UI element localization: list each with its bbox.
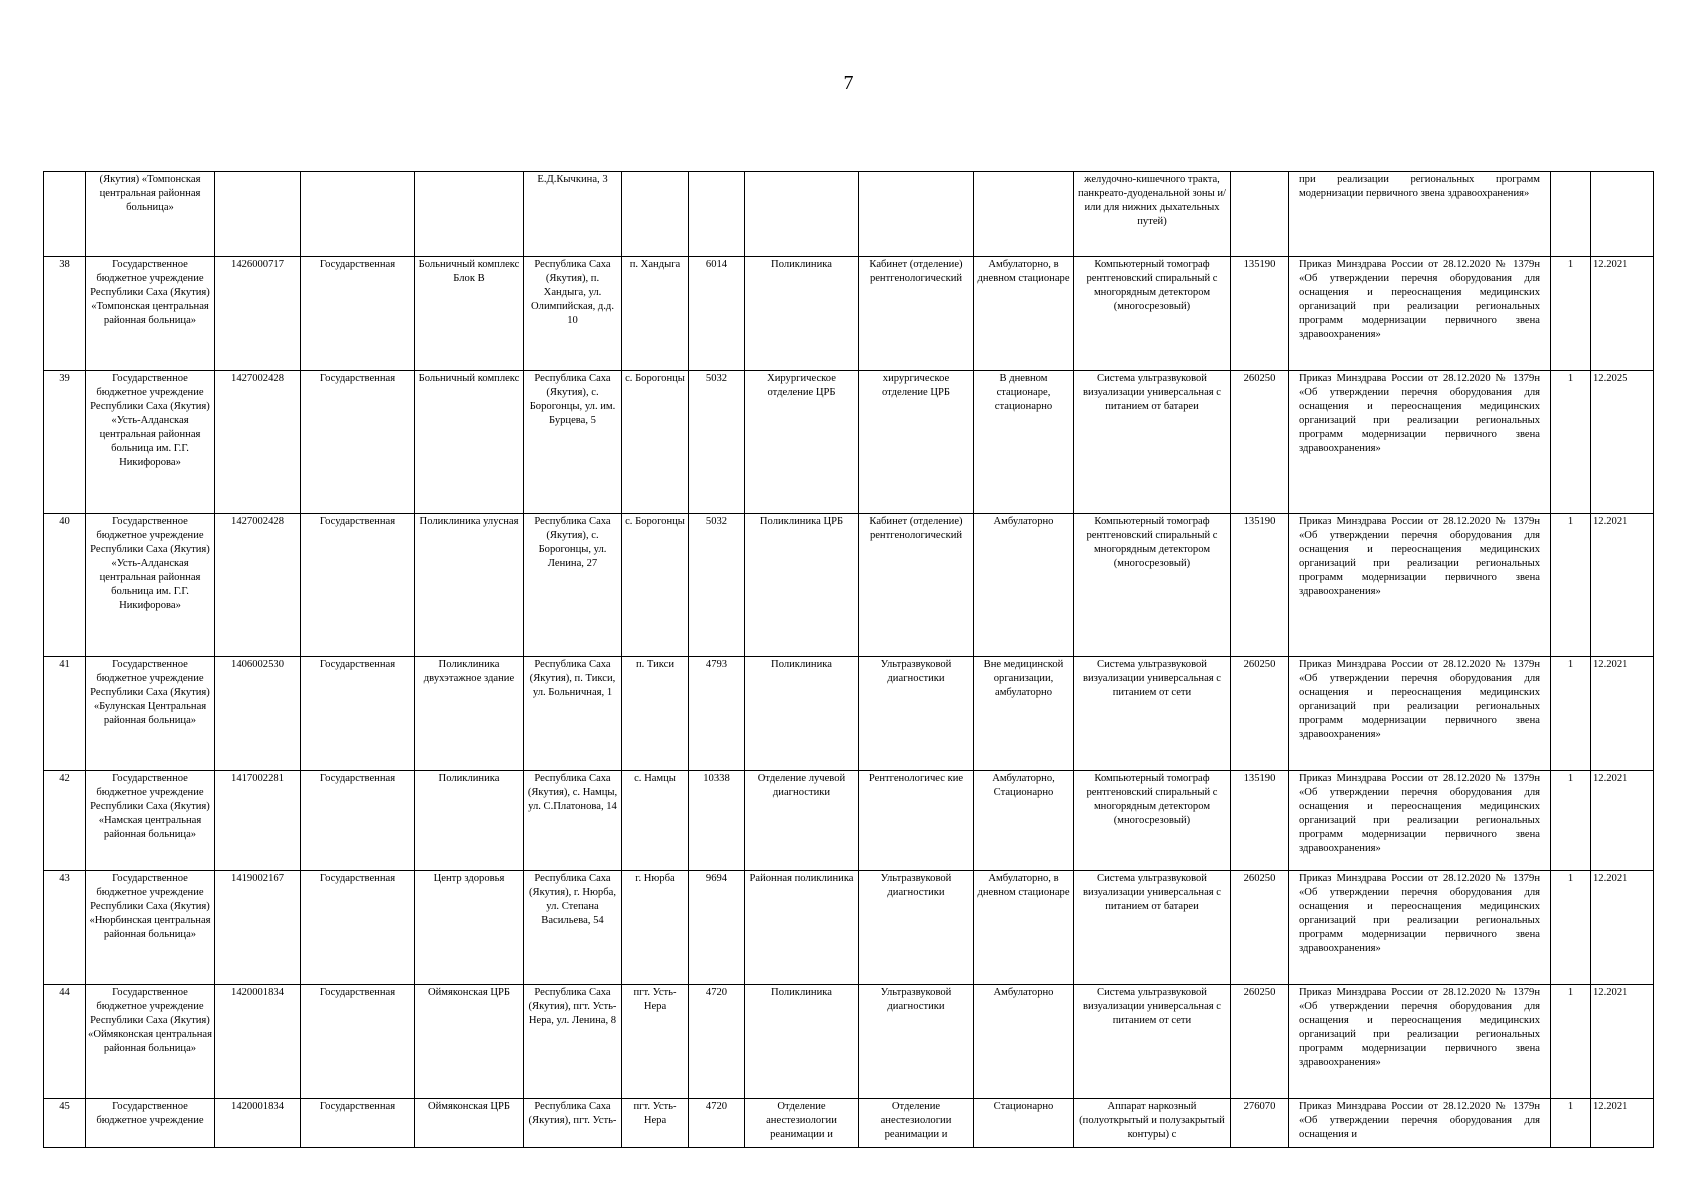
inn-cell: 1420001834	[215, 985, 301, 1099]
subdivision-cell: Кабинет (отделение) рентгенологический	[859, 514, 974, 657]
subdivision-cell: хирургическое отделение ЦРБ	[859, 371, 974, 514]
organization-cell: Государственное бюджетное учреждение Республики Саха (Якутия) «Булунская Центральная районная больница»	[86, 657, 215, 771]
equipment-code-cell: 260250	[1231, 871, 1289, 985]
table-row	[44, 871, 1654, 985]
quantity-cell: 1	[1551, 514, 1591, 657]
locality-cell: с. Борогонцы	[622, 514, 689, 657]
care-form-cell: Амбулаторно, в дневном стационаре	[974, 871, 1074, 985]
department-cell: Отделение лучевой диагностики	[745, 771, 859, 871]
ownership-cell: Государственная	[301, 985, 415, 1099]
inn-cell: 1427002428	[215, 371, 301, 514]
building-cell	[415, 172, 524, 257]
date-cell	[1591, 172, 1654, 257]
row-number-cell: 40	[44, 514, 86, 657]
legal-basis-cell: Приказ Минздрава России от 28.12.2020 № 1379н «Об утверждении перечня оборудования для оснащения и переоснащения медицинских организаций при реализации региональных программ модернизации первичного звена здравоохранения»	[1289, 771, 1551, 871]
table-row	[44, 371, 1654, 514]
subdivision-cell	[859, 172, 974, 257]
address-cell: Республика Саха (Якутия), п. Тикси, ул. Больничная, 1	[524, 657, 622, 771]
date-cell: 12.2021	[1591, 985, 1654, 1099]
row-number-cell: 42	[44, 771, 86, 871]
quantity-cell: 1	[1551, 871, 1591, 985]
building-cell: Центр здоровья	[415, 871, 524, 985]
ownership-cell: Государственная	[301, 1099, 415, 1148]
inn-cell: 1420001834	[215, 1099, 301, 1148]
ownership-cell: Государственная	[301, 257, 415, 371]
department-cell: Поликлиника	[745, 985, 859, 1099]
ownership-cell: Государственная	[301, 871, 415, 985]
subdivision-cell: Ультразвуковой диагностики	[859, 985, 974, 1099]
legal-basis-cell: Приказ Минздрава России от 28.12.2020 № 1379н «Об утверждении перечня оборудования для оснащения и переоснащения медицинских организаций при реализации региональных программ модернизации первичного звена здравоохранения»	[1289, 871, 1551, 985]
ownership-cell: Государственная	[301, 371, 415, 514]
table-row	[44, 514, 1654, 657]
quantity-cell: 1	[1551, 257, 1591, 371]
address-cell: Республика Саха (Якутия), п. Хандыга, ул. Олимпийская, д.д. 10	[524, 257, 622, 371]
date-cell: 12.2021	[1591, 871, 1654, 985]
equipment-table	[43, 171, 1654, 1148]
quantity-cell: 1	[1551, 371, 1591, 514]
locality-cell: пгт. Усть-Нера	[622, 985, 689, 1099]
inn-cell: 1426000717	[215, 257, 301, 371]
equipment-code-cell: 260250	[1231, 657, 1289, 771]
organization-cell: Государственное бюджетное учреждение Республики Саха (Якутия) «Намская центральная районная больница»	[86, 771, 215, 871]
locality-cell: пгт. Усть-Нера	[622, 1099, 689, 1148]
population-cell: 4720	[689, 1099, 745, 1148]
care-form-cell: Амбулаторно, Стационарно	[974, 771, 1074, 871]
quantity-cell: 1	[1551, 985, 1591, 1099]
row-number-cell	[44, 172, 86, 257]
population-cell: 10338	[689, 771, 745, 871]
care-form-cell: Амбулаторно	[974, 985, 1074, 1099]
equipment-cell: Система ультразвуковой визуализации универсальная с питанием от сети	[1074, 985, 1231, 1099]
page-number: 7	[843, 72, 854, 94]
care-form-cell: В дневном стационаре, стационарно	[974, 371, 1074, 514]
legal-basis-cell: Приказ Минздрава России от 28.12.2020 № 1379н «Об утверждении перечня оборудования для оснащения и переоснащения медицинских организаций при реализации региональных программ модернизации первичного звена здравоохранения»	[1289, 257, 1551, 371]
legal-basis-cell: Приказ Минздрава России от 28.12.2020 № 1379н «Об утверждении перечня оборудования для оснащения и	[1289, 1099, 1551, 1148]
ownership-cell: Государственная	[301, 657, 415, 771]
equipment-code-cell: 135190	[1231, 514, 1289, 657]
organization-cell: Государственное бюджетное учреждение	[86, 1099, 215, 1148]
locality-cell: г. Нюрба	[622, 871, 689, 985]
quantity-cell: 1	[1551, 1099, 1591, 1148]
subdivision-cell: Кабинет (отделение) рентгенологический	[859, 257, 974, 371]
equipment-cell: Система ультразвуковой визуализации универсальная с питанием от сети	[1074, 657, 1231, 771]
address-cell: Республика Саха (Якутия), пгт. Усть-Нера, ул. Ленина, 8	[524, 985, 622, 1099]
locality-cell: с. Намцы	[622, 771, 689, 871]
date-cell: 12.2021	[1591, 771, 1654, 871]
legal-basis-cell: Приказ Минздрава России от 28.12.2020 № 1379н «Об утверждении перечня оборудования для оснащения и переоснащения медицинских организаций при реализации региональных программ модернизации первичного звена здравоохранения»	[1289, 657, 1551, 771]
building-cell: Оймяконская ЦРБ	[415, 1099, 524, 1148]
population-cell: 6014	[689, 257, 745, 371]
department-cell: Поликлиника ЦРБ	[745, 514, 859, 657]
organization-cell: (Якутия) «Томпонская центральная районная больница»	[86, 172, 215, 257]
table-row	[44, 1099, 1654, 1148]
subdivision-cell: Отделение анестезиологии реанимации и	[859, 1099, 974, 1148]
date-cell: 12.2021	[1591, 257, 1654, 371]
legal-basis-cell: Приказ Минздрава России от 28.12.2020 № 1379н «Об утверждении перечня оборудования для оснащения и переоснащения медицинских организаций при реализации региональных программ модернизации первичного звена здравоохранения»	[1289, 514, 1551, 657]
organization-cell: Государственное бюджетное учреждение Республики Саха (Якутия) «Усть-Алданская центральная районная больница им. Г.Г. Никифорова»	[86, 371, 215, 514]
date-cell: 12.2021	[1591, 657, 1654, 771]
inn-cell: 1427002428	[215, 514, 301, 657]
equipment-cell: Компьютерный томограф рентгеновский спиральный с многорядным детектором (многосрезовый)	[1074, 771, 1231, 871]
ownership-cell: Государственная	[301, 771, 415, 871]
quantity-cell: 1	[1551, 657, 1591, 771]
building-cell: Оймяконская ЦРБ	[415, 985, 524, 1099]
legal-basis-cell: при реализации региональных программ модернизации первичного звена здравоохранения»	[1289, 172, 1551, 257]
equipment-cell: Аппарат наркозный (полуоткрытый и полузакрытый контуры) с	[1074, 1099, 1231, 1148]
date-cell: 12.2025	[1591, 371, 1654, 514]
equipment-code-cell	[1231, 172, 1289, 257]
organization-cell: Государственное бюджетное учреждение Республики Саха (Якутия) «Оймяконская центральная районная больница»	[86, 985, 215, 1099]
population-cell: 5032	[689, 371, 745, 514]
population-cell: 4793	[689, 657, 745, 771]
ownership-cell	[301, 172, 415, 257]
care-form-cell: Вне медицинской организации, амбулаторно	[974, 657, 1074, 771]
equipment-code-cell: 260250	[1231, 985, 1289, 1099]
ownership-cell: Государственная	[301, 514, 415, 657]
population-cell: 4720	[689, 985, 745, 1099]
subdivision-cell: Ультразвуковой диагностики	[859, 657, 974, 771]
equipment-code-cell: 276070	[1231, 1099, 1289, 1148]
address-cell: Республика Саха (Якутия), пгт. Усть-	[524, 1099, 622, 1148]
equipment-cell: желудочно-кишечного тракта, панкреато-дуоденальной зоны и/или для нижних дыхательных путей)	[1074, 172, 1231, 257]
building-cell: Поликлиника двухэтажное здание	[415, 657, 524, 771]
equipment-code-cell: 135190	[1231, 771, 1289, 871]
legal-basis-cell: Приказ Минздрава России от 28.12.2020 № 1379н «Об утверждении перечня оборудования для оснащения и переоснащения медицинских организаций при реализации региональных программ модернизации первичного звена здравоохранения»	[1289, 985, 1551, 1099]
row-number-cell: 45	[44, 1099, 86, 1148]
date-cell: 12.2021	[1591, 514, 1654, 657]
row-number-cell: 38	[44, 257, 86, 371]
building-cell: Поликлиника	[415, 771, 524, 871]
care-form-cell: Амбулаторно, в дневном стационаре	[974, 257, 1074, 371]
equipment-cell: Система ультразвуковой визуализации универсальная с питанием от батареи	[1074, 871, 1231, 985]
subdivision-cell: Ультразвуковой диагностики	[859, 871, 974, 985]
department-cell: Отделение анестезиологии реанимации и	[745, 1099, 859, 1148]
address-cell: Республика Саха (Якутия), с. Борогонцы, ул. им. Бурцева, 5	[524, 371, 622, 514]
table-row	[44, 771, 1654, 871]
building-cell: Больничный комплекс Блок В	[415, 257, 524, 371]
department-cell: Поликлиника	[745, 657, 859, 771]
department-cell: Хирургическое отделение ЦРБ	[745, 371, 859, 514]
row-number-cell: 44	[44, 985, 86, 1099]
row-number-cell: 41	[44, 657, 86, 771]
inn-cell: 1419002167	[215, 871, 301, 985]
equipment-code-cell: 135190	[1231, 257, 1289, 371]
population-cell	[689, 172, 745, 257]
equipment-cell: Система ультразвуковой визуализации универсальная с питанием от батареи	[1074, 371, 1231, 514]
equipment-cell: Компьютерный томограф рентгеновский спиральный с многорядным детектором (многосрезовый)	[1074, 257, 1231, 371]
table-row	[44, 172, 1654, 257]
organization-cell: Государственное бюджетное учреждение Республики Саха (Якутия) «Усть-Алданская центральная районная больница им. Г.Г. Никифорова»	[86, 514, 215, 657]
quantity-cell: 1	[1551, 771, 1591, 871]
inn-cell: 1406002530	[215, 657, 301, 771]
organization-cell: Государственное бюджетное учреждение Республики Саха (Якутия) «Нюрбинская центральная районная больница»	[86, 871, 215, 985]
equipment-code-cell: 260250	[1231, 371, 1289, 514]
legal-basis-cell: Приказ Минздрава России от 28.12.2020 № 1379н «Об утверждении перечня оборудования для оснащения и переоснащения медицинских организаций при реализации региональных программ модернизации первичного звена здравоохранения»	[1289, 371, 1551, 514]
population-cell: 9694	[689, 871, 745, 985]
address-cell: Республика Саха (Якутия), с. Борогонцы, ул. Ленина, 27	[524, 514, 622, 657]
care-form-cell: Амбулаторно	[974, 514, 1074, 657]
table-row	[44, 257, 1654, 371]
quantity-cell	[1551, 172, 1591, 257]
table-row	[44, 657, 1654, 771]
department-cell	[745, 172, 859, 257]
inn-cell	[215, 172, 301, 257]
date-cell: 12.2021	[1591, 1099, 1654, 1148]
care-form-cell	[974, 172, 1074, 257]
address-cell: Е.Д.Кычкина, 3	[524, 172, 622, 257]
organization-cell: Государственное бюджетное учреждение Республики Саха (Якутия) «Томпонская центральная районная больница»	[86, 257, 215, 371]
department-cell: Районная поликлиника	[745, 871, 859, 985]
subdivision-cell: Рентгенологичес кие	[859, 771, 974, 871]
population-cell: 5032	[689, 514, 745, 657]
table-row	[44, 985, 1654, 1099]
equipment-cell: Компьютерный томограф рентгеновский спиральный с многорядным детектором (многосрезовый)	[1074, 514, 1231, 657]
address-cell: Республика Саха (Якутия), г. Нюрба, ул. Степана Васильева, 54	[524, 871, 622, 985]
locality-cell: с. Борогонцы	[622, 371, 689, 514]
inn-cell: 1417002281	[215, 771, 301, 871]
care-form-cell: Стационарно	[974, 1099, 1074, 1148]
table-body	[44, 172, 1654, 1148]
row-number-cell: 39	[44, 371, 86, 514]
locality-cell: п. Тикси	[622, 657, 689, 771]
address-cell: Республика Саха (Якутия), с. Намцы, ул. С.Платонова, 14	[524, 771, 622, 871]
building-cell: Поликлиника улусная	[415, 514, 524, 657]
department-cell: Поликлиника	[745, 257, 859, 371]
locality-cell: п. Хандыга	[622, 257, 689, 371]
row-number-cell: 43	[44, 871, 86, 985]
locality-cell	[622, 172, 689, 257]
building-cell: Больничный комплекс	[415, 371, 524, 514]
